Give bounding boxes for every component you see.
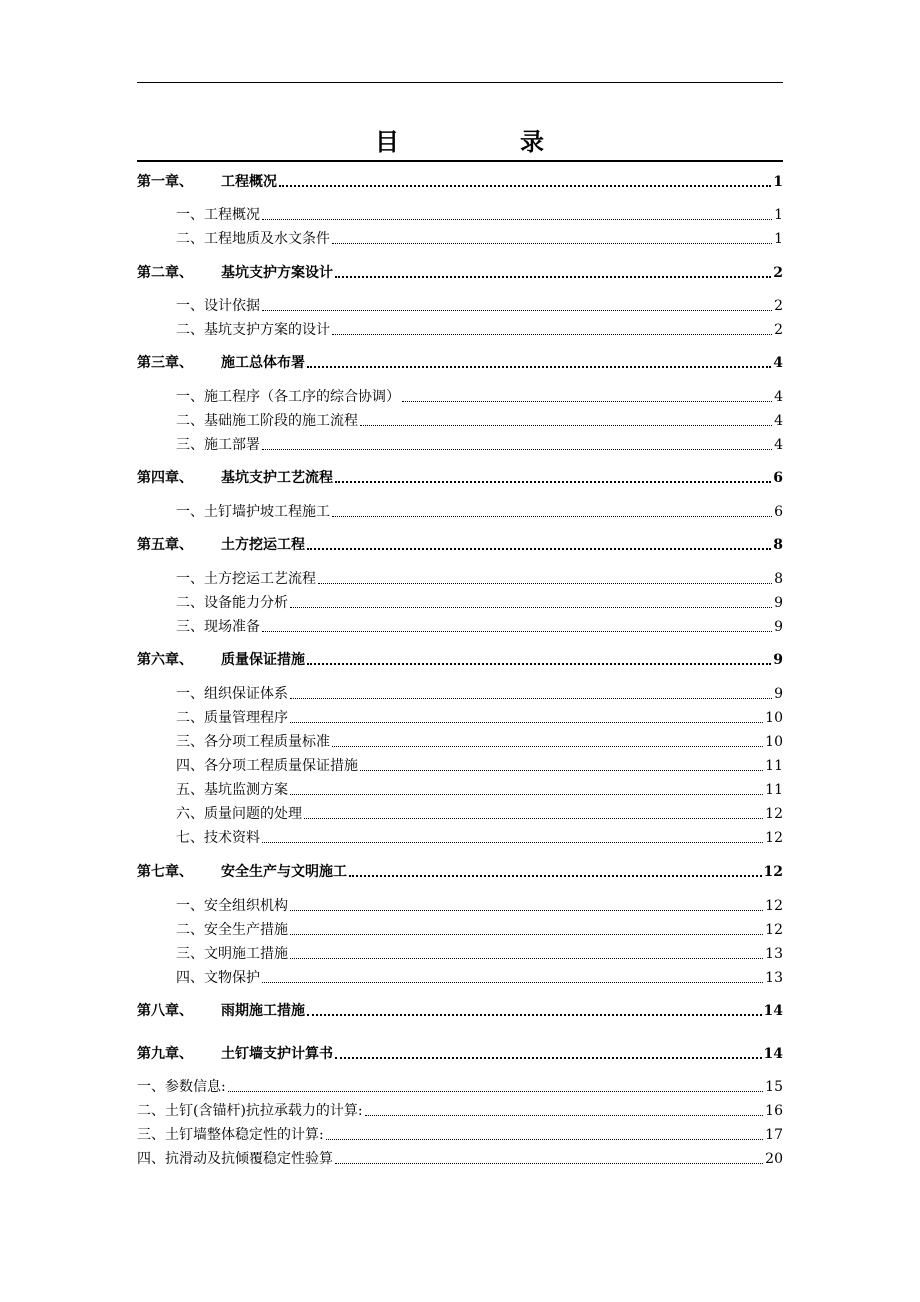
toc-entry-number: 三、 [176, 437, 204, 453]
toc-page-number: 13 [765, 970, 783, 986]
toc-entry-title: 土方挖运工艺流程 [204, 571, 316, 587]
toc-page-number: 6 [773, 470, 783, 486]
toc-entry-title: 施工部署 [204, 437, 260, 453]
toc-dot-leader [290, 910, 763, 911]
toc-entry-title: 质量问题的处理 [204, 806, 302, 822]
toc-page-number: 9 [774, 619, 783, 635]
toc-dot-leader [360, 425, 772, 426]
toc-page-number: 10 [765, 710, 783, 726]
toc-section-row[interactable] [137, 780, 783, 800]
toc-section-row[interactable] [137, 435, 783, 455]
toc-dot-leader [304, 818, 763, 819]
toc-section-row[interactable] [137, 502, 783, 522]
toc-entry-title: 文明施工措施 [204, 946, 288, 962]
toc-entry-number: 二、 [176, 322, 204, 338]
toc-chapter-row[interactable] [137, 263, 783, 283]
toc-dot-leader [349, 875, 762, 877]
toc-dot-leader [307, 548, 771, 550]
toc-page-number: 1 [774, 231, 783, 247]
toc-entry-title: 基坑支护方案的设计 [204, 322, 330, 338]
toc-page-number: 10 [765, 734, 783, 750]
toc-entry-title: 现场准备 [204, 619, 260, 635]
toc-entry-title: 工程概况 [221, 174, 277, 190]
toc-page-number: 9 [774, 686, 783, 702]
toc-entry-title: 质量管理程序 [204, 710, 288, 726]
toc-dot-leader [262, 449, 772, 450]
toc-section-row[interactable] [137, 1077, 783, 1097]
toc-entry-title: 土钉墙护坡工程施工 [204, 504, 330, 520]
toc-dot-leader [262, 982, 763, 983]
toc-dot-leader [307, 366, 771, 368]
toc-entry-title: 各分项工程质量标准 [204, 734, 330, 750]
toc-entry-title: 基坑支护工艺流程 [221, 470, 333, 486]
toc-dot-leader [335, 1057, 762, 1059]
toc-entry-number: 四、 [176, 758, 204, 774]
toc-section-row[interactable] [137, 320, 783, 340]
toc-page-number: 12 [765, 898, 783, 914]
toc-page-number: 8 [773, 537, 783, 553]
toc-entry-title: 技术资料 [204, 830, 260, 846]
toc-dot-leader [335, 1163, 763, 1164]
toc-entry-title: 各分项工程质量保证措施 [204, 758, 358, 774]
toc-section-row[interactable] [137, 920, 783, 940]
toc-entry-number: 一、 [176, 504, 204, 520]
toc-entry-number: 第一章、 [137, 174, 193, 190]
toc-page-number: 14 [763, 1003, 783, 1019]
toc-page-number: 17 [765, 1127, 783, 1143]
toc-section-row[interactable] [137, 411, 783, 431]
toc-dot-leader [335, 481, 771, 483]
toc-section-row[interactable] [137, 1101, 783, 1121]
toc-page-number: 12 [765, 922, 783, 938]
toc-entry-number: 二、 [176, 413, 204, 429]
toc-dot-leader [318, 583, 772, 584]
toc-section-row[interactable] [137, 569, 783, 589]
toc-page-number: 11 [765, 758, 783, 774]
toc-page-number: 2 [773, 265, 783, 281]
toc-section-row[interactable] [137, 756, 783, 776]
toc-page-number: 2 [774, 298, 783, 314]
toc-dot-leader [290, 607, 772, 608]
toc-entry-number: 第四章、 [137, 470, 193, 486]
toc-entry-number: 一、 [176, 898, 204, 914]
title-rule [137, 160, 783, 162]
toc-page-number: 4 [774, 389, 783, 405]
toc-entry-title: 施工总体布署 [221, 355, 305, 371]
toc-dot-leader [290, 722, 763, 723]
toc-dot-leader [360, 770, 763, 771]
toc-chapter-row[interactable] [137, 172, 783, 192]
toc-entry-number: 二、 [176, 922, 204, 938]
toc-page-number: 1 [773, 174, 783, 190]
toc-entry-title: 工程概况 [204, 207, 260, 223]
toc-title-char-1: 目 [375, 127, 399, 156]
toc-page-number: 20 [765, 1151, 783, 1167]
toc-page-number: 4 [774, 413, 783, 429]
toc-entry-title: 安全生产措施 [204, 922, 288, 938]
toc-chapter-row[interactable] [137, 535, 783, 555]
toc-page-number: 15 [765, 1079, 783, 1095]
toc-entry-title: 设计依据 [204, 298, 260, 314]
toc-chapter-row[interactable] [137, 650, 783, 670]
toc-page-number: 2 [774, 322, 783, 338]
toc-page-number: 8 [774, 571, 783, 587]
toc-page-number: 9 [773, 652, 783, 668]
toc-entry-number: 第三章、 [137, 355, 193, 371]
toc-entry-title: 土方挖运工程 [221, 537, 305, 553]
toc-page-number: 12 [765, 806, 783, 822]
toc-dot-leader [332, 746, 763, 747]
toc-entry-title: 一、参数信息: [137, 1079, 226, 1095]
toc-section-row[interactable] [137, 229, 783, 249]
toc-entry-number: 五、 [176, 782, 204, 798]
toc-section-row[interactable] [137, 968, 783, 988]
toc-entry-number: 第五章、 [137, 537, 193, 553]
toc-entry-number: 三、 [176, 946, 204, 962]
toc-entry-number: 三、 [176, 734, 204, 750]
toc-entry-title: 施工程序（各工序的综合协调） [204, 389, 400, 405]
toc-dot-leader [326, 1139, 763, 1140]
toc-chapter-row[interactable] [137, 353, 783, 373]
toc-page-number: 14 [763, 1046, 783, 1062]
toc-section-row[interactable] [137, 944, 783, 964]
toc-entry-number: 三、 [176, 619, 204, 635]
toc-section-row[interactable] [137, 828, 783, 848]
toc-section-row[interactable] [137, 593, 783, 613]
toc-chapter-row[interactable] [137, 862, 783, 882]
toc-chapter-row[interactable] [137, 1044, 783, 1064]
toc-section-row[interactable] [137, 1125, 783, 1145]
toc-page-number: 11 [765, 782, 783, 798]
toc-entry-number: 第八章、 [137, 1003, 193, 1019]
toc-chapter-row[interactable] [137, 1001, 783, 1021]
toc-section-row[interactable] [137, 387, 783, 407]
toc-title [137, 118, 783, 154]
toc-entry-title: 四、抗滑动及抗倾覆稳定性验算 [137, 1151, 333, 1167]
toc-page-number: 12 [763, 864, 783, 880]
toc-section-row[interactable] [137, 296, 783, 316]
toc-page-number: 13 [765, 946, 783, 962]
toc-entry-number: 六、 [176, 806, 204, 822]
toc-dot-leader [262, 310, 772, 311]
toc-entry-number: 一、 [176, 389, 204, 405]
toc-entry-number: 第二章、 [137, 265, 193, 281]
toc-entry-number: 一、 [176, 686, 204, 702]
toc-entry-number: 第七章、 [137, 864, 193, 880]
toc-entry-title: 文物保护 [204, 970, 260, 986]
toc-chapter-row[interactable] [137, 468, 783, 488]
toc-entry-title: 安全生产与文明施工 [221, 864, 347, 880]
toc-section-row[interactable] [137, 804, 783, 824]
toc-page-number: 1 [774, 207, 783, 223]
toc-dot-leader [279, 185, 771, 187]
header-rule [137, 82, 783, 83]
toc-entry-title: 基坑支护方案设计 [221, 265, 333, 281]
toc-dot-leader [402, 401, 772, 402]
toc-section-row[interactable] [137, 1149, 783, 1169]
toc-dot-leader [307, 1014, 762, 1016]
toc-page-number: 12 [765, 830, 783, 846]
toc-page-number: 6 [774, 504, 783, 520]
toc-entry-number: 七、 [176, 830, 204, 846]
toc-entry-number: 二、 [176, 595, 204, 611]
toc-entry-title: 基坑监测方案 [204, 782, 288, 798]
toc-section-row[interactable] [137, 896, 783, 916]
toc-dot-leader [307, 663, 771, 665]
toc-dot-leader [262, 842, 763, 843]
toc-entry-number: 一、 [176, 298, 204, 314]
toc-section-row[interactable] [137, 617, 783, 637]
toc-entry-title: 质量保证措施 [221, 652, 305, 668]
toc-dot-leader [228, 1091, 763, 1092]
toc-page-number: 4 [774, 437, 783, 453]
toc-entry-title: 安全组织机构 [204, 898, 288, 914]
toc-dot-leader [332, 334, 772, 335]
toc-dot-leader [262, 219, 772, 220]
toc-section-row[interactable] [137, 732, 783, 752]
toc-title-char-2: 录 [520, 127, 544, 156]
toc-entry-title: 基础施工阶段的施工流程 [204, 413, 358, 429]
toc-dot-leader [332, 516, 772, 517]
toc-entry-number: 第六章、 [137, 652, 193, 668]
toc-entry-number: 一、 [176, 207, 204, 223]
toc-entry-title: 工程地质及水文条件 [204, 231, 330, 247]
toc-entry-number: 二、 [176, 231, 204, 247]
toc-entry-number: 二、 [176, 710, 204, 726]
toc-entry-number: 四、 [176, 970, 204, 986]
toc-section-row[interactable] [137, 684, 783, 704]
toc-entry-number: 一、 [176, 571, 204, 587]
toc-dot-leader [365, 1115, 764, 1116]
toc-entry-number: 第九章、 [137, 1046, 193, 1062]
toc-dot-leader [332, 243, 772, 244]
toc-entry-title: 土钉墙支护计算书 [221, 1046, 333, 1062]
toc-entry-title: 组织保证体系 [204, 686, 288, 702]
toc-entry-title: 设备能力分析 [204, 595, 288, 611]
toc-dot-leader [290, 698, 772, 699]
toc-entry-title: 二、土钉(含锚杆)抗拉承载力的计算: [137, 1103, 363, 1119]
toc-page-number: 16 [765, 1103, 783, 1119]
toc-section-row[interactable] [137, 708, 783, 728]
toc-page-number: 4 [773, 355, 783, 371]
toc-dot-leader [335, 276, 771, 278]
toc-entry-title: 雨期施工措施 [221, 1003, 305, 1019]
toc-dot-leader [290, 958, 763, 959]
toc-section-row[interactable] [137, 205, 783, 225]
toc-entry-title: 三、土钉墙整体稳定性的计算: [137, 1127, 324, 1143]
toc-dot-leader [290, 794, 763, 795]
toc-dot-leader [290, 934, 763, 935]
toc-page-number: 9 [774, 595, 783, 611]
toc-dot-leader [262, 631, 772, 632]
